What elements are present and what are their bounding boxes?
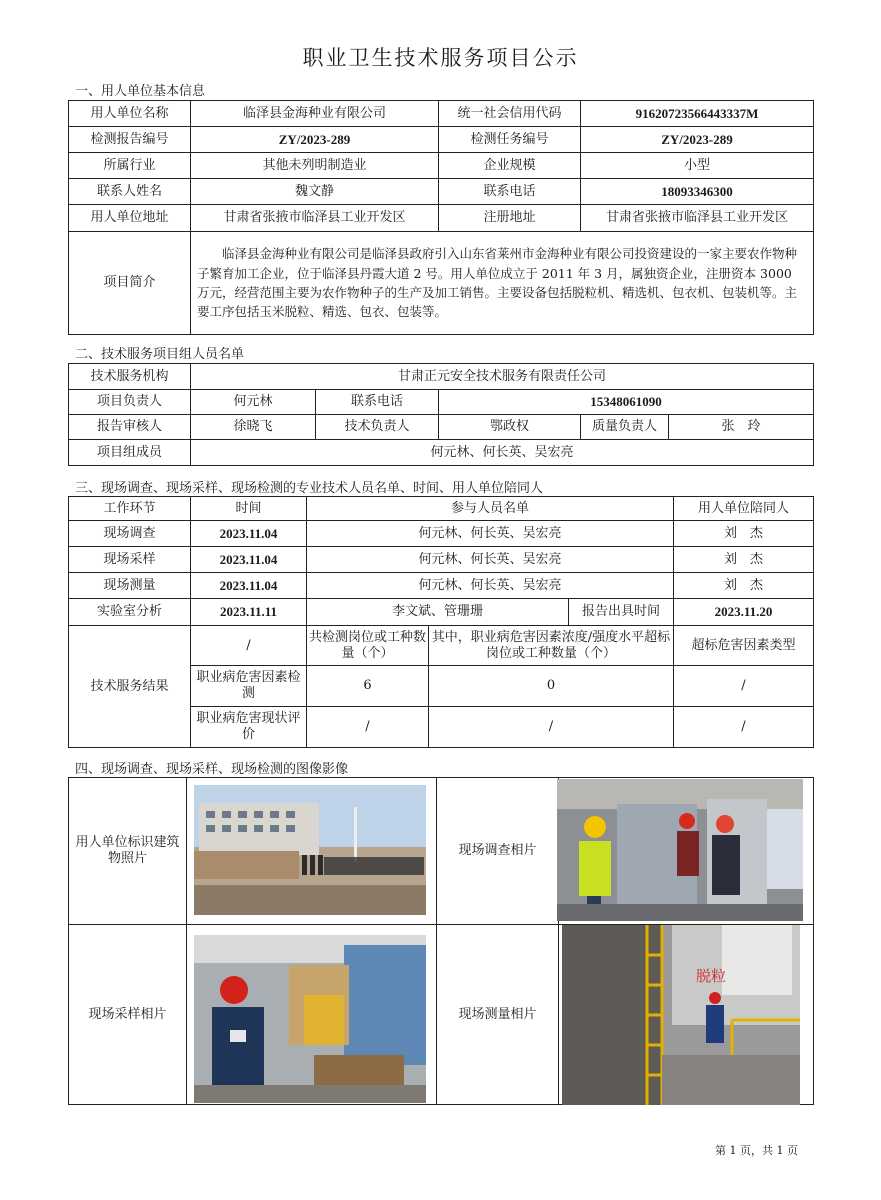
address-value: 甘肃省张掖市临泽县工业开发区 xyxy=(191,205,439,232)
reviewer-value: 徐晓飞 xyxy=(191,415,316,440)
lab-label: 实验室分析 xyxy=(69,599,191,626)
result-row-detection-label: 职业病危害因素检测 xyxy=(191,666,307,707)
time-cell: 2023.11.04 xyxy=(191,573,307,599)
escort-cell: 刘 杰 xyxy=(674,573,814,599)
quality-lead-label: 质量负责人 xyxy=(581,415,669,440)
section-3-heading: 三、现场调查、现场采样、现场检测的专业技术人员名单、时间、用人单位陪同人 xyxy=(75,481,544,496)
result-cell: 6 xyxy=(307,666,429,707)
scale-value: 小型 xyxy=(581,153,814,179)
photo-survey-label: 现场调查相片 xyxy=(437,778,559,925)
result-header-slash: / xyxy=(191,626,307,666)
result-row-evaluation-label: 职业病危害现状评价 xyxy=(191,707,307,748)
lab-people: 李文斌、管珊珊 xyxy=(307,599,569,626)
result-header-type: 超标危害因素类型 xyxy=(674,626,814,666)
report-time-value: 2023.11.20 xyxy=(674,599,814,626)
phone-value: 18093346300 xyxy=(581,179,814,205)
reg-address-value: 甘肃省张掖市临泽县工业开发区 xyxy=(581,205,814,232)
col-escort: 用人单位陪同人 xyxy=(674,497,814,521)
photo-building-label: 用人单位标识建筑物照片 xyxy=(69,778,187,925)
task-label: 检测任务编号 xyxy=(439,127,581,153)
lab-time: 2023.11.11 xyxy=(191,599,307,626)
report-value: ZY/2023-289 xyxy=(191,127,439,153)
stage-cell: 现场调查 xyxy=(69,521,191,547)
result-cell: 0 xyxy=(429,666,674,707)
time-cell: 2023.11.04 xyxy=(191,547,307,573)
industry-value: 其他未列明制造业 xyxy=(191,153,439,179)
tel-value: 15348061090 xyxy=(439,390,814,415)
section-1-heading: 一、用人单位基本信息 xyxy=(75,84,206,99)
photo-measure xyxy=(562,925,800,1105)
company-value: 临泽县金海种业有限公司 xyxy=(191,101,439,127)
photo-overlay-text: 脱粒 xyxy=(696,967,727,985)
results-table xyxy=(68,625,814,748)
result-cell: / xyxy=(307,707,429,748)
stage-cell: 现场测量 xyxy=(69,573,191,599)
photo-building xyxy=(194,785,426,915)
members-value: 何元林、何长英、吴宏亮 xyxy=(191,440,814,466)
result-cell: / xyxy=(674,666,814,707)
contact-value: 魏文静 xyxy=(191,179,439,205)
result-cell: / xyxy=(429,707,674,748)
time-cell: 2023.11.04 xyxy=(191,521,307,547)
quality-lead-value: 张 玲 xyxy=(669,415,814,440)
col-stage: 工作环节 xyxy=(69,497,191,521)
credit-value: 91620723566443337M xyxy=(581,101,814,127)
onsite-table xyxy=(68,496,814,626)
company-label: 用人单位名称 xyxy=(69,101,191,127)
photo-sampling xyxy=(194,935,426,1103)
report-label: 检测报告编号 xyxy=(69,127,191,153)
credit-label: 统一社会信用代码 xyxy=(439,101,581,127)
company-info-table xyxy=(68,100,814,335)
address-label: 用人单位地址 xyxy=(69,205,191,232)
people-cell: 何元林、何长英、吴宏亮 xyxy=(307,573,674,599)
intro-text: 临泽县金海种业有限公司是临泽县政府引入山东省莱州市金海种业有限公司投资建设的一家主要农作物种子繁育加工企业，位于临泽县丹霞大道 2 号。用人单位成立于 2011 年 3 月，属独资企业，注册资本 3000 万元，经营范围主要为农作物种子的生产及加工销售。主要设备包括脱粒机、精选机、包衣机、包装机等。主要工序包括玉米脱粒、精选、包衣、包装等。 xyxy=(191,232,814,335)
industry-label: 所属行业 xyxy=(69,153,191,179)
stage-cell: 现场采样 xyxy=(69,547,191,573)
task-value: ZY/2023-289 xyxy=(581,127,814,153)
members-label: 项目组成员 xyxy=(69,440,191,466)
section-4-heading: 四、现场调查、现场采样、现场检测的图像影像 xyxy=(75,762,349,777)
org-label: 技术服务机构 xyxy=(69,364,191,390)
photo-sampling-label: 现场采样相片 xyxy=(69,925,187,1105)
lead-label: 项目负责人 xyxy=(69,390,191,415)
escort-cell: 刘 杰 xyxy=(674,547,814,573)
org-value: 甘肃正元安全技术服务有限责任公司 xyxy=(191,364,814,390)
photo-survey xyxy=(557,779,803,921)
escort-cell: 刘 杰 xyxy=(674,521,814,547)
section-2-heading: 二、技术服务项目组人员名单 xyxy=(75,347,245,362)
intro-label: 项目简介 xyxy=(69,232,191,335)
lead-value: 何元林 xyxy=(191,390,316,415)
result-header-exceed: 其中，职业病危害因素浓度/强度水平超标岗位或工种数量（个） xyxy=(429,626,674,666)
team-table xyxy=(68,363,814,466)
col-time: 时间 xyxy=(191,497,307,521)
phone-label: 联系电话 xyxy=(439,179,581,205)
scale-label: 企业规模 xyxy=(439,153,581,179)
photo-measure-label: 现场测量相片 xyxy=(437,925,559,1105)
tech-lead-label: 技术负责人 xyxy=(316,415,439,440)
result-cell: / xyxy=(674,707,814,748)
tel-label: 联系电话 xyxy=(316,390,439,415)
reviewer-label: 报告审核人 xyxy=(69,415,191,440)
col-people: 参与人员名单 xyxy=(307,497,674,521)
contact-label: 联系人姓名 xyxy=(69,179,191,205)
people-cell: 何元林、何长英、吴宏亮 xyxy=(307,547,674,573)
page-title: 职业卫生技术服务项目公示 xyxy=(302,46,579,70)
people-cell: 何元林、何长英、吴宏亮 xyxy=(307,521,674,547)
result-label: 技术服务结果 xyxy=(69,626,191,748)
tech-lead-value: 鄂政权 xyxy=(439,415,581,440)
result-header-total: 共检测岗位或工种数量（个） xyxy=(307,626,429,666)
report-time-label: 报告出具时间 xyxy=(569,599,674,626)
page-number: 第 1 页，共 1 页 xyxy=(715,1144,798,1157)
reg-address-label: 注册地址 xyxy=(439,205,581,232)
